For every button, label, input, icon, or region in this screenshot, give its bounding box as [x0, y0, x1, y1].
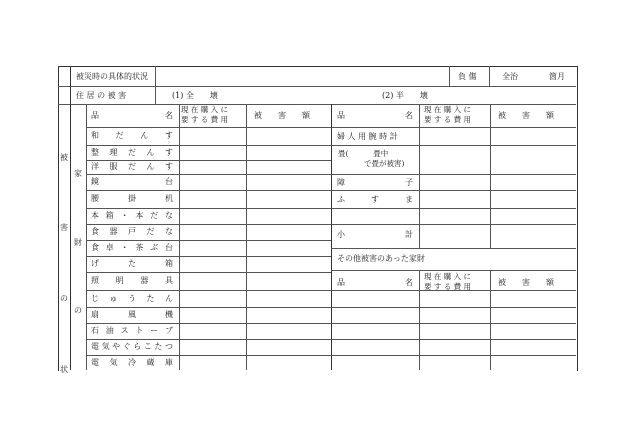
item-char: 和 — [91, 131, 99, 140]
dwelling-option-full: (1) 全 壊 — [172, 91, 218, 100]
item-char: 台 — [164, 243, 173, 252]
row-line — [86, 290, 331, 291]
item-char: ん — [165, 293, 173, 303]
item-char: げ — [91, 259, 99, 268]
item-char: だ — [128, 147, 136, 157]
table-row-item — [91, 178, 173, 186]
dwelling-label: 住 居 の 被 害 — [76, 91, 127, 100]
row-line — [331, 174, 576, 175]
months-label: 箇月 — [549, 72, 565, 81]
item-char: 蔵 — [146, 357, 155, 367]
item-char: 戸 — [128, 227, 136, 236]
col-line — [179, 104, 180, 370]
item-char: 冷 — [128, 357, 136, 367]
row-line — [86, 174, 331, 175]
item-char: 機 — [165, 310, 173, 319]
item-char: や — [112, 342, 121, 351]
side-label-outer: 害 — [60, 223, 68, 232]
item-char: ん — [140, 131, 149, 140]
item-char: ー — [150, 326, 159, 335]
col-line — [489, 66, 490, 86]
item-char: 電 — [91, 342, 99, 351]
right-damage-header: 被 害 額 — [498, 111, 554, 120]
row-line — [58, 104, 576, 105]
item-char: 気 — [109, 357, 118, 367]
right2-cost-header: 現 在 購 入 に 要 す る 費 用 — [424, 272, 472, 291]
right-item-shoji: 障 子 — [337, 178, 413, 187]
left-item-header: 品 名 — [91, 111, 173, 120]
side-label-inner: 家 — [74, 169, 82, 178]
item-char: ゅ — [109, 293, 118, 303]
item-char: 照 — [91, 276, 99, 285]
side-label-outer: の — [60, 294, 68, 303]
right-cost-header: 現 在 購 入 に 要 す る 費 用 — [424, 105, 472, 124]
table-row-item — [91, 343, 173, 351]
row-line — [86, 272, 331, 273]
item-char: だ — [150, 211, 159, 220]
injury-label: 負 傷 — [458, 72, 477, 81]
item-char: ぐ — [122, 342, 131, 351]
item-char: 本 — [135, 211, 144, 220]
table-row-item — [91, 260, 173, 268]
item-char: ら — [133, 342, 142, 351]
table-row-item — [91, 244, 173, 252]
col-line — [246, 104, 247, 370]
item-char: 腰 — [91, 194, 99, 203]
row-line — [86, 339, 331, 340]
table-row-item — [91, 277, 173, 285]
left-cost-header: 現 在 購 入 に 要 す る 費 用 — [181, 105, 229, 124]
right-item-header: 品 名 — [337, 111, 413, 120]
row-line — [86, 160, 331, 161]
item-char: 茶 — [135, 243, 144, 252]
item-char: す — [165, 162, 173, 171]
item-char: 箱 — [165, 259, 173, 268]
item-char: 食 — [91, 227, 99, 236]
item-char: ト — [135, 326, 144, 335]
row-line — [86, 208, 331, 209]
row-line — [331, 248, 576, 249]
row-line — [331, 145, 576, 146]
inner-side-line — [86, 104, 87, 370]
item-char: 器 — [109, 227, 118, 236]
item-char: だ — [128, 162, 136, 171]
row-line — [86, 323, 331, 324]
item-char: じ — [91, 293, 99, 303]
situation-label: 被災時の具体的状況 — [76, 72, 148, 81]
row-line — [331, 208, 576, 209]
item-char: 油 — [105, 326, 114, 335]
item-char: 理 — [109, 147, 118, 157]
item-char: だ — [146, 227, 155, 236]
item-char: 机 — [165, 194, 173, 203]
item-char: た — [128, 259, 136, 268]
item-char: 服 — [109, 162, 118, 171]
header-row-line — [86, 127, 576, 128]
row-line — [331, 190, 576, 191]
item-char: た — [154, 342, 163, 351]
item-char: 箱 — [105, 211, 114, 220]
row-line — [86, 224, 331, 225]
item-char: 卓 — [105, 243, 114, 252]
table-row-item — [91, 132, 173, 140]
table-row-item — [91, 327, 173, 335]
table-row-item — [91, 359, 173, 367]
item-char: ぶ — [150, 243, 159, 252]
item-char: た — [146, 293, 155, 303]
col-line — [490, 104, 491, 248]
item-char: 掛 — [128, 194, 136, 203]
item-char: 鏡 — [91, 177, 99, 186]
side-label-inner: 財 — [74, 238, 82, 247]
right-subtotal: 小 計 — [337, 230, 413, 239]
row-line — [86, 190, 331, 191]
right2-damage-header: 被 害 額 — [498, 278, 554, 287]
item-char: だ — [115, 131, 124, 140]
row-line — [86, 307, 331, 308]
side-column-line — [70, 66, 71, 370]
row-line — [331, 339, 576, 340]
row-line — [331, 323, 576, 324]
col-line — [419, 104, 420, 248]
table-row-item — [91, 212, 173, 220]
row-line — [86, 355, 331, 356]
table-divider — [331, 104, 332, 370]
item-char: ・ — [120, 211, 129, 220]
left-damage-header: 被 害 額 — [254, 111, 310, 120]
col-line — [155, 86, 156, 104]
item-char: 本 — [91, 211, 99, 220]
item-char: こ — [143, 342, 152, 351]
row-line — [331, 290, 576, 291]
item-char: な — [165, 227, 173, 236]
other-damaged-label: その他被害のあった家財 — [337, 254, 425, 263]
row-line — [86, 256, 331, 257]
row-line — [331, 224, 576, 225]
side-label-outer: 状 — [60, 365, 68, 374]
item-char: な — [164, 211, 173, 220]
item-char: 器 — [140, 276, 149, 285]
dwelling-option-half: (2) 半 壊 — [382, 91, 428, 100]
row-line — [331, 355, 576, 356]
item-char: 台 — [165, 177, 173, 186]
item-char: ブ — [164, 326, 173, 335]
table-row-item — [91, 195, 173, 203]
item-char: 気 — [101, 342, 110, 351]
table-row-item — [91, 163, 173, 171]
item-char: 食 — [91, 243, 99, 252]
item-char: 庫 — [165, 357, 173, 367]
table-row-item — [91, 295, 173, 303]
item-char: ス — [120, 326, 129, 335]
right-item-fusuma: ふ す ま — [337, 195, 413, 204]
recovery-label: 全治 — [502, 72, 518, 81]
item-char: ん — [146, 162, 155, 171]
item-char: 具 — [164, 276, 173, 285]
item-char: 洋 — [91, 162, 99, 171]
item-char: 電 — [91, 357, 99, 367]
right-item-watch: 婦 人 用 腕 時 計 — [337, 132, 398, 141]
col-line — [449, 66, 450, 86]
row-line — [331, 307, 576, 308]
right2-item-header: 品 名 — [337, 278, 413, 287]
item-char: す — [165, 147, 173, 157]
col-line — [155, 66, 156, 86]
item-char: 石 — [91, 326, 99, 335]
item-char: 整 — [91, 147, 99, 157]
item-char: す — [164, 131, 173, 140]
item-char: 風 — [128, 310, 136, 319]
item-char: う — [128, 293, 136, 303]
table-row-item — [91, 149, 173, 157]
right-item-tatami: 畳( 畳中 で畳が被害) — [338, 149, 405, 168]
row-line — [86, 240, 331, 241]
table-row-item — [91, 311, 173, 319]
row-line — [86, 145, 331, 146]
row-line — [331, 270, 576, 271]
item-char: 扇 — [91, 310, 99, 319]
table-row-item — [91, 228, 173, 236]
side-label-inner: の — [74, 306, 82, 315]
item-char: つ — [164, 342, 173, 351]
row-line — [58, 86, 576, 87]
item-char: ん — [146, 147, 155, 157]
item-char: 明 — [115, 276, 124, 285]
side-label-outer: 被 — [60, 153, 68, 162]
item-char: ・ — [120, 243, 129, 252]
